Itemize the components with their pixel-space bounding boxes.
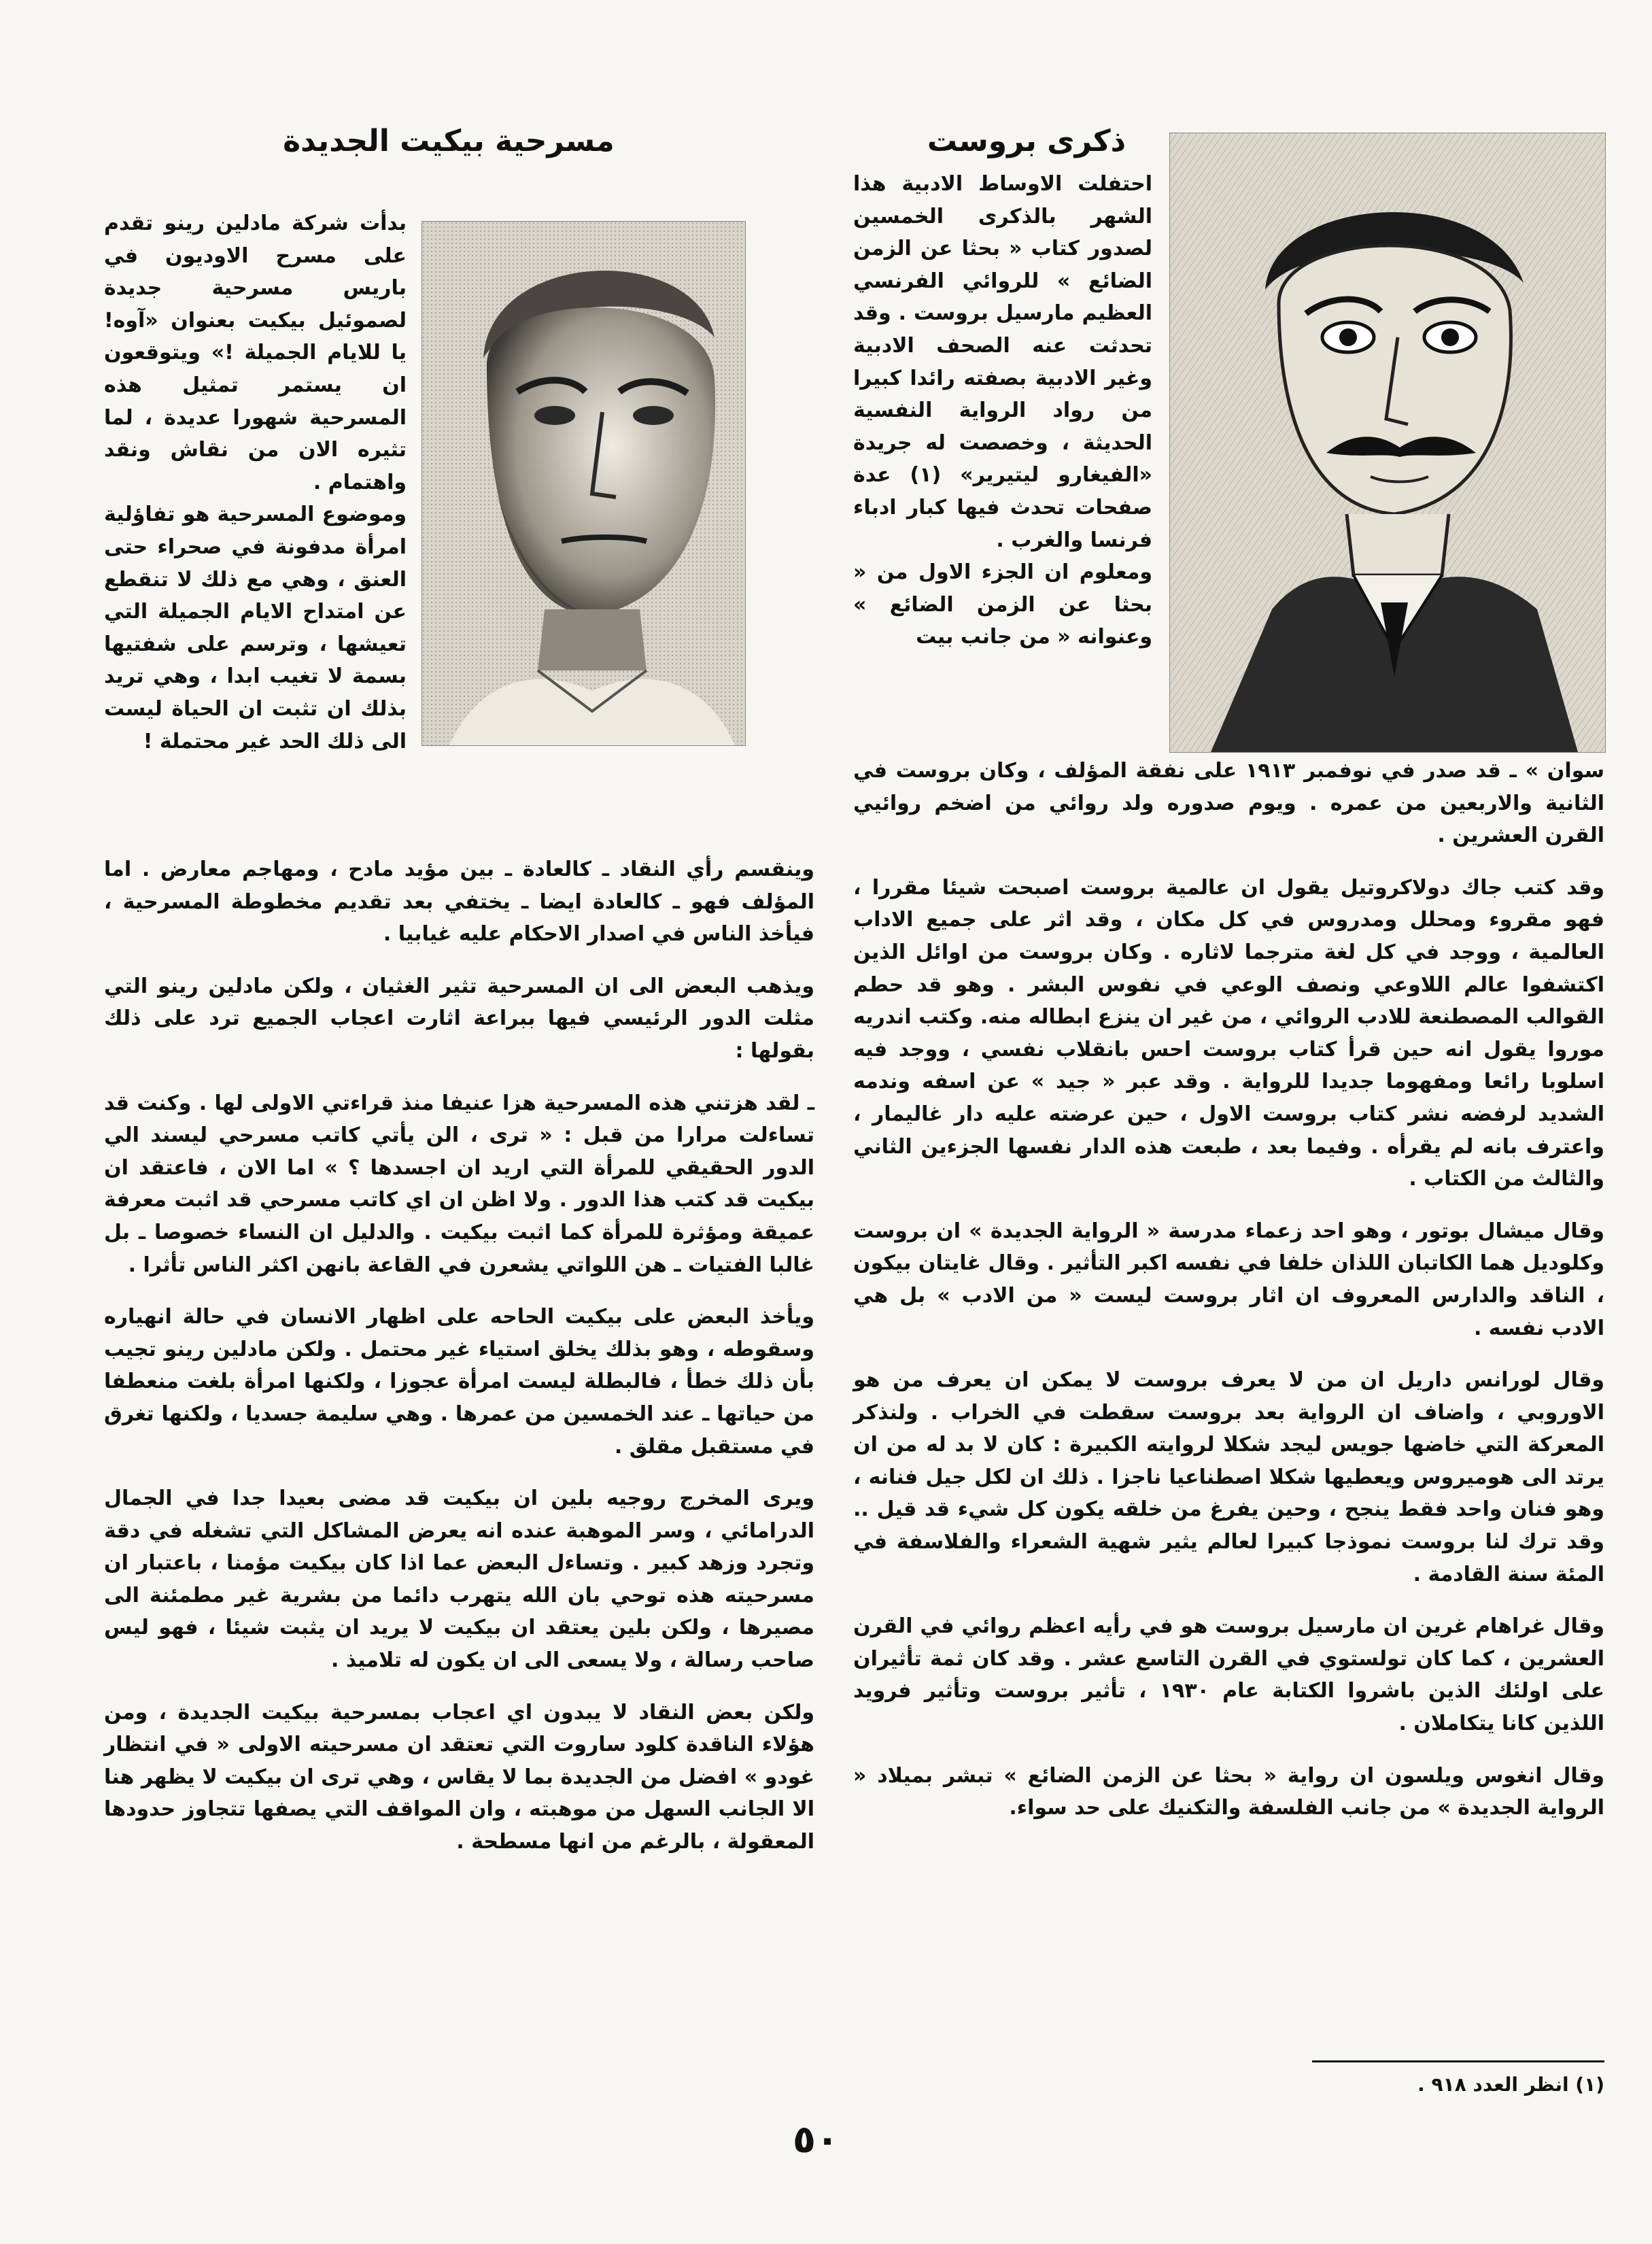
beckett-paragraph: ويرى المخرج روجيه بلين ان بيكيت قد مضى بعيدا جدا في الجمال الدرامائي ، وسر الموهبة عنده انه يعرض المشاكل التي تشغله في دقة وتجرد وزهد كبير . وتساءل البعض عما اذا كان بيكيت مؤمنا ، باعتبار ان مسرحيته هذه توحي بان الله يتهرب دائما من بشرية غير مطمئنة الى مصيرها ، ولكن بلين يعتقد ان بيكيت لا يريد ان يثبت شيئا ، فهو ليس صاحب رسالة ، ولا يسعى الى ان يكون له تلاميذ .: [104, 1486, 814, 1673]
beckett-paragraph: ويذهب البعض الى ان المسرحية تثير الغثيان ، ولكن مادلين رينو التي مثلت الدور الرئيسي فيها ببراعة اثارت اعجاب الجميع ترد على ذلك بقولها :: [104, 974, 814, 1063]
proust-paragraph: وقد كتب جاك دولاكروتيل يقول ان عالمية بروست اصبحت شيئا مقررا ، فهو مقروء ومحلل ومدروس في كل مكان ، وقد اثر على جميع الاداب العالمية ، ووجد في كل لغة مترجما لاثاره . وكان بروست من اوائل الذين اكتشفوا عالم اللاوعي ونصف الوعي في نفوس البشر . وهو قد حطم القوالب المصطنعة للادب الروائي ، من غير ان ينزع ابطاله منه. وكتب اندريه موروا يقول انه حين قرأ كتاب بروست احس بانقلاب نفسي ، ووجد فيه اسلوبا رائعا ومفهوما جديدا للرواية . وقد عبر « جيد » عن اسفه وندمه الشديد لرفضه نشر كتاب بروست الاول ، حين عرضته عليه دار غاليمار ، واعترف بانه لم يقرأه . وفيما بعد ، طبعت هذه الدار نفسها الجزءين الثاني والثالث من الكتاب .: [853, 875, 1604, 1191]
beckett-paragraph: ولكن بعض النقاد لا يبدون اي اعجاب بمسرحية بيكيت الجديدة ، ومن هؤلاء الناقدة كلود ساروت التي تعتقد ان مسرحيته الاولى « في انتظار غودو » افضل من الجديدة بما لا يقاس ، وهي ترى ان بيكيت لا يظهر هنا الا الجانب السهل من موهبته ، وان المواقف التي يصفها تتجاوز حدودها المعقولة ، بالرغم من انها مسطحة .: [104, 1700, 814, 1854]
proust-paragraph: وقال لورانس داريل ان من لا يعرف بروست لا يمكن ان يعرف من هو الاوروبي ، واضاف ان الرواية بعد بروست سقطت في الخراب . ولنذكر المعركة التي خاضها جويس ليجد شكلا لروايته الكبيرة : كان لا بد له من ان يرتد الى هوميروس ويعطيها شكلا اصطناعيا ناجزا . ذلك ان لكل جيل فنانه ، وهو فنان واحد فقط ينجح ، وحين يفرغ من خلقه يكون كل شيء قد قيل .. وقد ترك لنا بروست نموذجا كبيرا لعالم يثير شهية الشعراء والفلاسفة في المئة سنة القادمة .: [853, 1368, 1604, 1586]
proust-portrait-drawing: [1170, 133, 1605, 752]
proust-lead-column: [853, 168, 1152, 653]
beckett-portrait: [421, 221, 746, 746]
proust-paragraph: وقال انغوس ويلسون ان رواية « بحثا عن الزمن الضائع » تبشر بميلاد « الرواية الجديدة » من جانب الفلسفة والتكنيك على حد سواء.: [853, 1763, 1604, 1820]
proust-portrait: [1169, 133, 1606, 753]
beckett-title: مسرحية بيكيت الجديدة: [283, 124, 615, 158]
proust-paragraph: وقال غراهام غرين ان مارسيل بروست هو في رأيه اعظم روائي في القرن العشرين ، كما كان تولستوي في القرن التاسع عشر . وقد كان ثمة تأثيران على اولئك الذين باشروا الكتابة عام ١٩٣٠ ، تأثير بروست وتأثير فرويد اللذين كانا يتكاملان .: [853, 1614, 1604, 1736]
page-number: ٥٠: [792, 2118, 840, 2162]
proust-title: ذكرى بروست: [927, 124, 1126, 158]
beckett-paragraph: وينقسم رأي النقاد ـ كالعادة ـ بين مؤيد مادح ، ومهاجم معارض . اما المؤلف فهو ـ كالعادة ايضا ـ يختفي بعد تقديم مخطوطة المسرحية ، فيأخذ الناس في اصدار الاحكام عليه غيابيا .: [104, 857, 814, 947]
beckett-lead-column: [104, 207, 407, 758]
proust-footnote: (١) انظر العدد ٩١٨ .: [1417, 2073, 1604, 2096]
beckett-paragraph: ويأخذ البعض على بيكيت الحاحه على اظهار الانسان في حالة انهياره وسقوطه ، وهو بذلك يخلق استياء غير محتمل . ولكن مادلين رينو تجيب بأن ذلك خطأ ، فالبطلة ليست امرأة عجوزا ، ولكنها امرأة بلغت منعطفا من حياتها ـ عند الخمسين من عمرها . وهي سليمة جسديا ، ولكنها تغرق في مستقبل مقلق .: [104, 1305, 814, 1459]
beckett-paragraph: ـ لقد هزتني هذه المسرحية هزا عنيفا منذ قراءتي الاولى لها . وكنت قد تساءلت مرارا من قبل : « ترى ، الن يأتي كاتب مسرحي ليسند الي الدور الحقيقي للمرأة التي اريد ان اجسدها ؟ » اما الان ، فاعتقد ان بيكيت قد كتب هذا الدور . ولا اظن ان اي كاتب مسرحي قد اثبت معرفة عميقة ومؤثرة للمرأة كما اثبت بيكيت . والدليل ان النساء خصوصا ـ بل غالبا الفتيات ـ هن اللواتي يشعرن في القاعة بانهن اكثر الناس تأثرا .: [104, 1091, 814, 1277]
beckett-portrait-photo: [422, 222, 745, 745]
proust-body-column: [853, 755, 1604, 1844]
beckett-body-column: [104, 853, 814, 1878]
proust-paragraph: وقال ميشال بوتور ، وهو احد زعماء مدرسة « الرواية الجديدة » ان بروست وكلوديل هما الكاتبان اللذان خلفا في نفسه اكبر التأثير . وقال غايتان بيكون ، الناقد والدارس المعروف ان اثار بروست ليست « من الادب » بل هي الادب نفسه .: [853, 1219, 1604, 1340]
footnote-divider: [1312, 2060, 1604, 2062]
beckett-lead-paragraph: بدأت شركة مادلين رينو تقدم على مسرح الاوديون في باريس مسرحية جديدة لصموئيل بيكيت بعنوان «آوه! يا للايام الجميلة !» ويتوقعون ان يستمر تمثيل هذه المسرحية شهورا عديدة ، لما تثيره الان من نقاش ونقد واهتمام .: [104, 211, 407, 494]
proust-lead-paragraph: احتفلت الاوساط الادبية هذا الشهر بالذكرى الخمسين لصدور كتاب « بحثا عن الزمن الضائع » للروائي الفرنسي العظيم مارسيل بروست . وقد تحدثت عنه الصحف الادبية وغير الادبية بصفته رائدا كبيرا من رواد الرواية النفسية الحديثة ، وخصصت له جريدة «الفيغارو ليتيرير» (١) عدة صفحات تحدث فيها كبار ادباء فرنسا والغرب .: [853, 172, 1152, 552]
proust-lead-continuation: سوان » ـ قد صدر في نوفمبر ١٩١٣ على نفقة المؤلف ، وكان بروست في الثانية والاربعين من عمره . ويوم صدوره ولد روائي من اضخم روائيي القرن العشرين .: [853, 759, 1604, 848]
beckett-lead-paragraph-2: وموضوع المسرحية هو تفاؤلية امرأة مدفونة في صحراء حتى العنق ، وهي مع ذلك لا تنقطع عن امتداح الايام الجميلة التي تعيشها ، وترسم على شفتيها بسمة لا تغيب ابدا ، وهي تريد بذلك ان تثبت ان الحياة ليست الى ذلك الحد غير محتملة !: [104, 503, 407, 753]
proust-lead-paragraph-2: ومعلوم ان الجزء الاول من « بحثا عن الزمن الضائع » وعنوانه « من جانب بيت: [853, 560, 1152, 649]
